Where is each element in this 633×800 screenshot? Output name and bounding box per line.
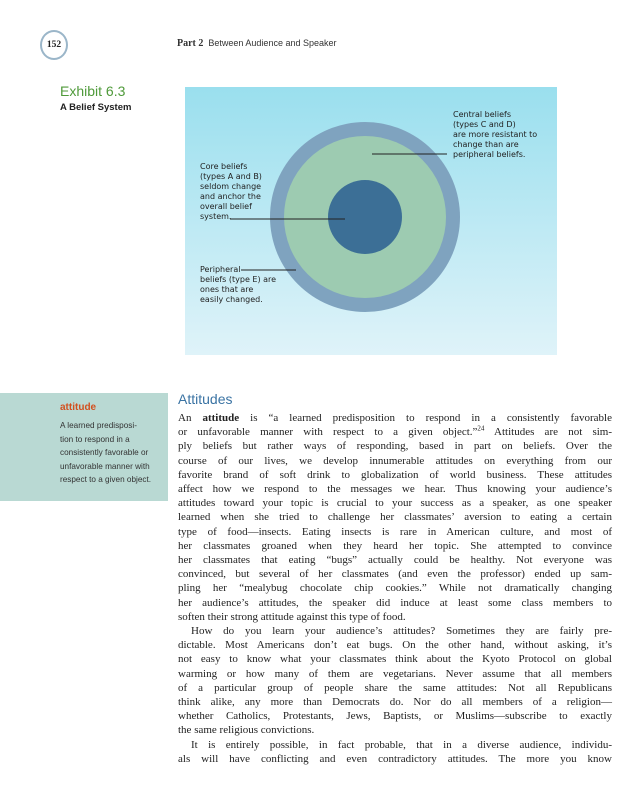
body-line: the same religious convictions. (178, 724, 315, 737)
label-line: are more resistant to (453, 130, 538, 139)
exhibit-subtitle: A Belief System (60, 102, 132, 113)
label-line: system. (200, 212, 232, 221)
paragraph-1-rest (178, 439, 612, 624)
label-line: beliefs (type E) are (200, 275, 277, 284)
part-label: Part 2 (177, 38, 204, 49)
body-line: How do you learn your audience’s attitudes? Sometimes they are fairly pre- (191, 625, 612, 638)
page-number: 152 (40, 30, 68, 60)
part-title: Between Audience and Speaker (208, 38, 337, 48)
text: is “a learned predisposition to respond in a consistently favorable (239, 412, 612, 424)
glossary-box (0, 393, 168, 501)
text: or unfavorable manner with respect to a given object.” (178, 426, 478, 439)
text: An (178, 412, 203, 424)
body-line: type of food—insects. Eating insects is rare in American culture, and most of (178, 525, 612, 538)
body-line: als will have conflicting and even contradictory attitudes. The more you know (178, 752, 612, 765)
body-line: It is entirely possible, in fact probable, that in a diverse audience, individu- (191, 738, 612, 751)
section-heading: Attitudes (178, 391, 233, 407)
body-line: dictable. Most Americans don’t eat bugs. On the other hand, without asking, it’s (178, 639, 612, 652)
body-line: her audience’s attitudes, the speaker did induce at least some class members to (178, 596, 612, 609)
central-beliefs-label (453, 110, 537, 160)
paragraph-3 (178, 738, 612, 766)
body-line (178, 425, 612, 439)
body-line: convinced, but several of her classmates (and even the professor) ended up sam- (178, 568, 612, 581)
body-line: course of our lives, we develop innumerable attitudes on everything from our (178, 454, 612, 467)
label-line: ones that are (200, 285, 254, 294)
peripheral-beliefs-label (200, 265, 276, 305)
definition-line: tion to respond in a (60, 434, 130, 444)
text: Attitudes are not sim- (484, 426, 613, 439)
body-line: think alike, any more than Democrats do. Nor do all members of a religion— (178, 696, 612, 709)
running-header (177, 38, 337, 49)
body-line (178, 411, 612, 425)
definition-line: respect to a given object. (60, 475, 152, 484)
key-term: attitude (202, 412, 240, 424)
body-text (178, 411, 612, 766)
body-line: learned when she tried to challenge her classmates’ aversion to eating a certain (178, 511, 612, 524)
paragraph-2 (178, 624, 612, 738)
definition-line: consistently favorable or (60, 448, 149, 457)
body-line: pling her “mealybug chocolate chip cookies.” While not dramatically changing (178, 582, 612, 595)
label-line: (types C and D) (453, 120, 516, 129)
label-line: change than are (453, 140, 519, 149)
exhibit-title: Exhibit 6.3 (60, 83, 126, 99)
glossary-term: attitude (60, 402, 97, 413)
body-line: ply beliefs but rather ways of responding, based in part on beliefs. Over the (178, 440, 612, 453)
label-line: peripheral beliefs. (453, 150, 526, 159)
label-line: Central beliefs (453, 110, 512, 119)
core-circle (328, 180, 402, 254)
definition-line: unfavorable manner with (60, 461, 150, 471)
glossary-definition (60, 419, 151, 487)
label-line: seldom change (200, 182, 262, 191)
label-line: and anchor the (200, 192, 261, 201)
body-line: warming or how many of them are vegetarians. Never assume that all members (178, 667, 612, 680)
label-line: easily changed. (200, 295, 263, 304)
footnote-ref[interactable]: 24 (477, 424, 485, 433)
body-line: favorite brand of soft drink to globalization of world business. These attitudes (178, 468, 612, 481)
body-line: her classmates that eating “bugs” actually could be healthy. Not everyone was (178, 554, 612, 567)
body-line: her classmates groaned when they heard her topic. She attempted to convince (178, 539, 612, 552)
label-line: (types A and B) (200, 172, 262, 181)
core-beliefs-label (200, 162, 262, 222)
body-line: affect how we respond to the messages we hear. Thus knowing your audience’s (178, 483, 612, 496)
body-line: attitudes toward your topic is crucial to your success as a speaker, as one speaker (178, 497, 612, 510)
body-line: not easy to know what your classmates think about the Kyoto Protocol on global (178, 653, 612, 666)
label-line: overall belief (200, 202, 252, 211)
body-line: soften their strong attitude against this type of food. (178, 610, 406, 623)
body-line: whether Catholics, Protestants, Jews, Baptists, or Muslims—subscribe to exactly (178, 710, 612, 723)
body-line: of a particular group of people share the same attitudes: Not all Republicans (178, 681, 612, 694)
label-line: Peripheral (200, 265, 241, 274)
label-line: Core beliefs (200, 162, 248, 171)
definition-line: A learned predisposi- (60, 421, 137, 430)
belief-system-diagram (185, 87, 557, 355)
